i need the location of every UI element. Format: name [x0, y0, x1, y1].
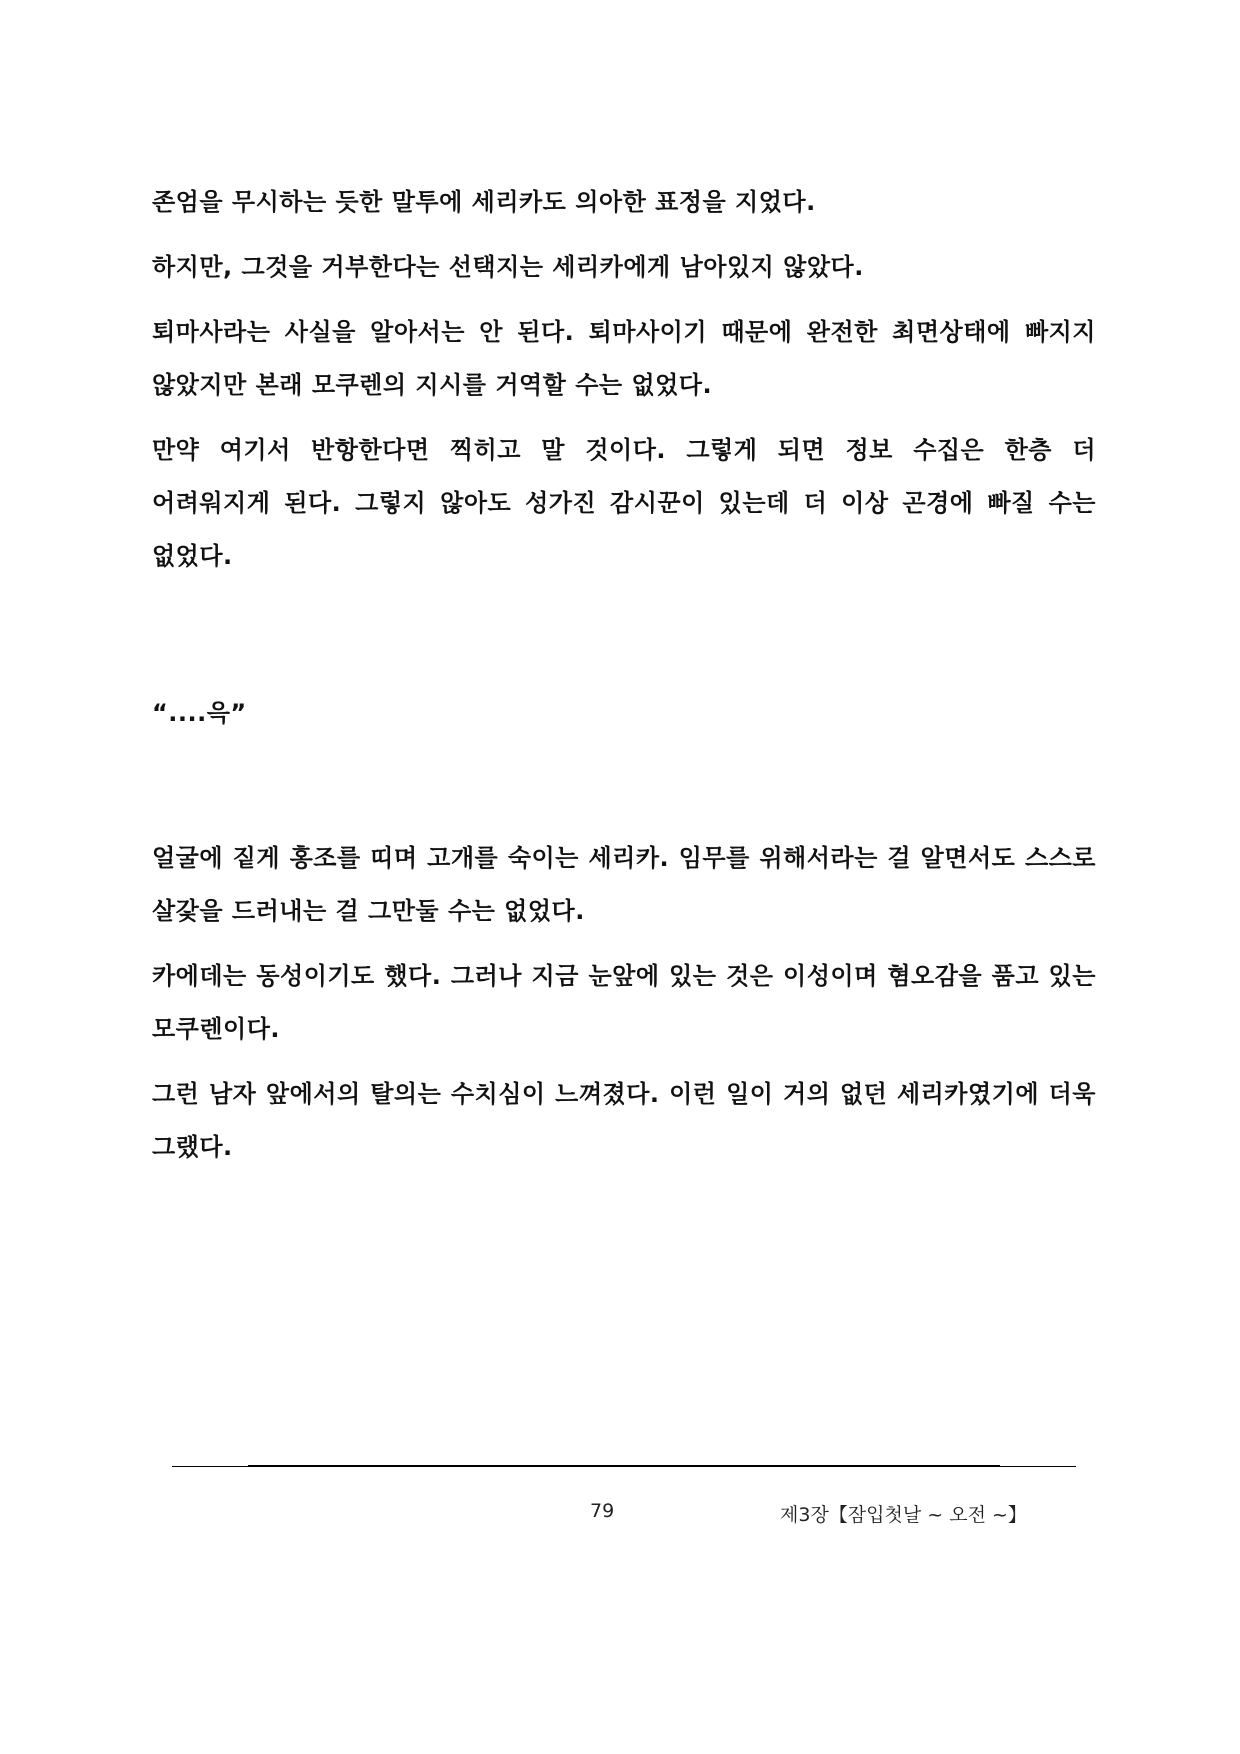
spacer: [152, 595, 1096, 687]
body-text: [152, 176, 1096, 1186]
footer-divider-accent: [248, 1465, 1000, 1467]
paragraph-7: 그런 남자 앞에서의 탈의는 수치심이 느껴졌다. 이런 일이 거의 없던 세리카였기에 더욱 그랬다.: [152, 1080, 1096, 1161]
running-title: 제3장【잠입첫날 ~ 오전 ~】: [780, 1504, 1027, 1526]
paragraph-1: 존엄을 무시하는 듯한 말투에 세리카도 의아한 표정을 지었다.: [152, 188, 816, 216]
spacer: [152, 740, 1096, 832]
paragraph-5: 얼굴에 짙게 홍조를 띠며 고개를 숙이는 세리카. 임무를 위해서라는 걸 알면서도 스스로 살갗을 드러내는 걸 그만둘 수는 없었다.: [152, 844, 1096, 925]
dialogue-line: “....윽”: [152, 699, 247, 727]
paragraph-6: 카에데는 동성이기도 했다. 그러나 지금 눈앞에 있는 것은 이성이며 혐오감을 품고 있는 모쿠렌이다.: [152, 962, 1096, 1043]
paragraph-4: 만약 여기서 반항한다면 찍히고 말 것이다. 그렇게 되면 정보 수집은 한층 더 어려워지게 된다. 그렇지 않아도 성가진 감시꾼이 있는데 더 이상 곤경에 빠질 수는 없었다.: [152, 436, 1096, 570]
paragraph-3: 퇴마사라는 사실을 알아서는 안 된다. 퇴마사이기 때문에 완전한 최면상태에 빠지지 않았지만 본래 모쿠렌의 지시를 거역할 수는 없었다.: [152, 318, 1096, 399]
paragraph-2: 하지만, 그것을 거부한다는 선택지는 세리카에게 남아있지 않았다.: [152, 253, 864, 281]
page-number: 79: [590, 1500, 615, 1522]
